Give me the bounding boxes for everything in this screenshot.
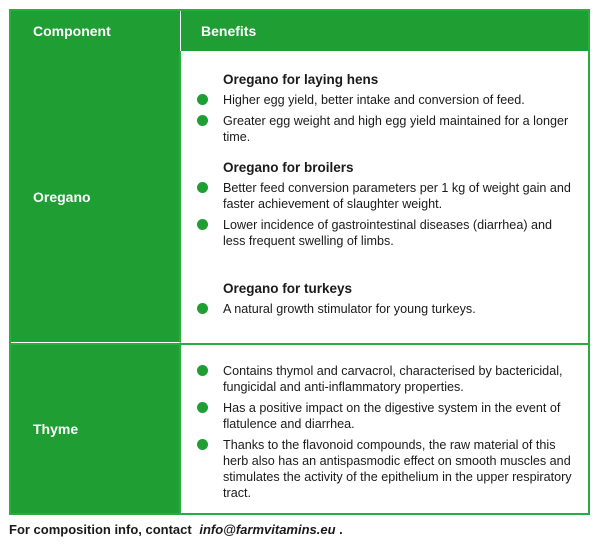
bullet-icon [197,402,208,413]
table-row-oregano [11,51,588,345]
bullet-icon [197,303,208,314]
header-benefits: Benefits [201,23,257,39]
list-item: A natural growth stimulator for young turkeys. [197,301,572,317]
oregano-benefits [181,51,588,343]
footer-end: . [339,522,343,537]
list-item: Greater egg weight and high egg yield maintained for a longer time. [197,113,572,145]
list-item: Lower incidence of gastrointestinal diseases (diarrhea) and less frequent swelling of limbs. [197,217,572,249]
section-title: Oregano for laying hens [223,72,379,87]
footer-contact [9,522,343,537]
bullet-icon [197,115,208,126]
thyme-bullets [197,363,572,506]
footer-text: For composition info, contact [9,522,192,537]
bullet-icon [197,439,208,450]
list-item: Better feed conversion parameters per 1 kg of weight gain and faster achievement of slaughter weight. [197,180,572,212]
header-component: Component [11,11,181,51]
bullet-icon [197,365,208,376]
component-thyme: Thyme [11,345,181,513]
section-broilers [197,159,572,254]
list-item: Thanks to the flavonoid compounds, the raw material of this herb also has an antispasmodic effect on smooth muscles and stimulates the activity of the epithelium in the upper respiratory tract. [197,437,572,501]
bullet-icon [197,94,208,105]
table-header [11,11,588,51]
list-item: Contains thymol and carvacrol, characterised by bactericidal, fungicidal and anti-inflammatory properties. [197,363,572,395]
bullet-icon [197,219,208,230]
thyme-benefits [181,345,588,513]
list-item: Higher egg yield, better intake and conversion of feed. [197,92,572,108]
benefits-table [9,9,590,515]
contact-email-link[interactable]: info@farmvitamins.eu [199,522,336,537]
bullet-icon [197,182,208,193]
section-turkeys [197,280,572,322]
table-row-thyme [11,345,588,513]
section-laying-hens [197,71,572,150]
section-title: Oregano for broilers [223,160,354,175]
list-item: Has a positive impact on the digestive system in the event of flatulence and diarrhea. [197,400,572,432]
component-oregano: Oregano [11,51,181,343]
section-title: Oregano for turkeys [223,281,353,296]
